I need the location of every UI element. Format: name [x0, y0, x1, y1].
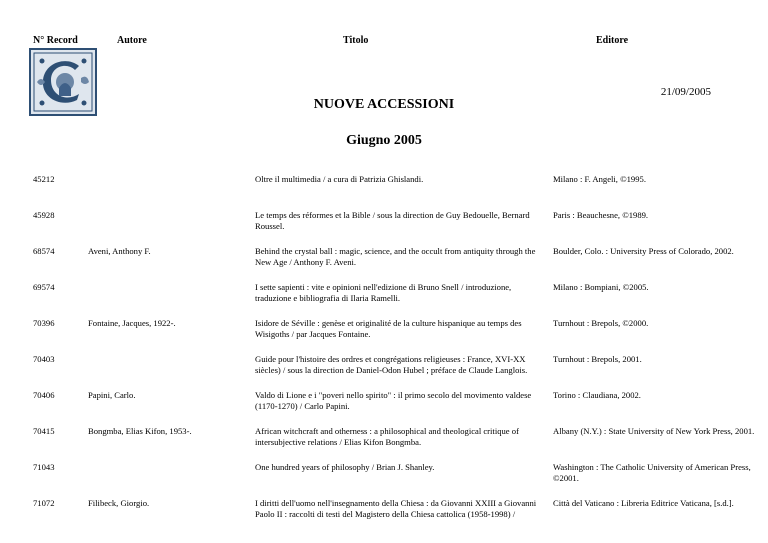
- publisher: Città del Vaticano : Libreria Editrice Vaticana, [s.d.].: [553, 498, 734, 508]
- title: Le temps des réformes et la Bible / sous la direction de Guy Bedouelle, Bernard Roussel.: [255, 210, 530, 231]
- author: Aveni, Anthony F.: [88, 246, 151, 256]
- title: Guide pour l'histoire des ordres et congrégations religieuses : France, XVI-XX siècles) / sous la direction de Daniel-Odon Hubel ; préface de Claude Langlois.: [255, 354, 528, 375]
- table-row: [0, 462, 768, 498]
- record-number: 70406: [33, 390, 55, 400]
- page-subtitle: Giugno 2005: [346, 133, 422, 148]
- table-row: [0, 354, 768, 390]
- table-row: [0, 174, 768, 210]
- table-row: [0, 318, 768, 354]
- title: Oltre il multimedia / a cura di Patrizia Ghislandi.: [255, 174, 424, 184]
- record-number: 45928: [33, 210, 55, 220]
- record-number: 68574: [33, 246, 55, 256]
- record-number: 45212: [33, 174, 55, 184]
- column-header-autore: Autore: [117, 35, 147, 46]
- record-number: 69574: [33, 282, 55, 292]
- publisher: Washington : The Catholic University of American Press, ©2001.: [553, 462, 751, 483]
- title: African witchcraft and otherness : a philosophical and theological critique of intersubjective relations / Elias Kifon Bongmba.: [255, 426, 519, 447]
- publisher: Turnhout : Brepols, ©2000.: [553, 318, 649, 328]
- publisher: Boulder, Colo. : University Press of Colorado, 2002.: [553, 246, 734, 256]
- record-number: 70403: [33, 354, 55, 364]
- table-row: [0, 426, 768, 462]
- table-row: [0, 246, 768, 282]
- publisher: Albany (N.Y.) : State University of New York Press, 2001.: [553, 426, 755, 436]
- title: I diritti dell'uomo nell'insegnamento della Chiesa : da Giovanni XXIII a Giovanni Paolo II : raccolti di testi del Magistero della Chiesa cattolica (1958-1998) /: [255, 498, 537, 519]
- publisher: Torino : Claudiana, 2002.: [553, 390, 641, 400]
- table-row: [0, 498, 768, 534]
- table-row: [0, 210, 768, 246]
- table-row: [0, 390, 768, 426]
- column-header-record: N° Record: [33, 35, 78, 46]
- report-date: 21/09/2005: [660, 86, 711, 98]
- record-number: 70396: [33, 318, 55, 328]
- publisher: Turnhout : Brepols, 2001.: [553, 354, 642, 364]
- publisher: Paris : Beauchesne, ©1989.: [553, 210, 649, 220]
- author: Bongmba, Elias Kifon, 1953-.: [88, 426, 192, 436]
- title: Behind the crystal ball : magic, science, and the occult from antiquity through the New Age / Anthony F. Aveni.: [255, 246, 536, 267]
- publisher: Milano : F. Angeli, ©1995.: [553, 174, 646, 184]
- table-row: [0, 282, 768, 318]
- title: I sette sapienti : vite e opinioni nell'edizione di Bruno Snell / introduzione, traduzione e bibliografia di Ilaria Ramelli.: [255, 282, 512, 303]
- title: One hundred years of philosophy / Brian J. Shanley.: [255, 462, 435, 472]
- column-header-titolo: Titolo: [343, 35, 369, 46]
- title: Valdo di Lione e i "poveri nello spirito" : il primo secolo del movimento valdese (1170-1270) / Carlo Papini.: [255, 390, 532, 411]
- record-number: 70415: [33, 426, 55, 436]
- column-header-editore: Editore: [596, 35, 629, 46]
- author: Fontaine, Jacques, 1922-.: [88, 318, 176, 328]
- record-number: 71072: [33, 498, 55, 508]
- title: Isidore de Séville : genèse et originalité de la culture hispanique au temps des Wisigoths / par Jacques Fontaine.: [255, 318, 522, 339]
- record-number: 71043: [33, 462, 55, 472]
- author: Filibeck, Giorgio.: [88, 498, 150, 508]
- author: Papini, Carlo.: [88, 390, 136, 400]
- page-title: NUOVE ACCESSIONI: [313, 97, 455, 112]
- accessions-list: [0, 174, 768, 534]
- publisher: Milano : Bompiani, ©2005.: [553, 282, 649, 292]
